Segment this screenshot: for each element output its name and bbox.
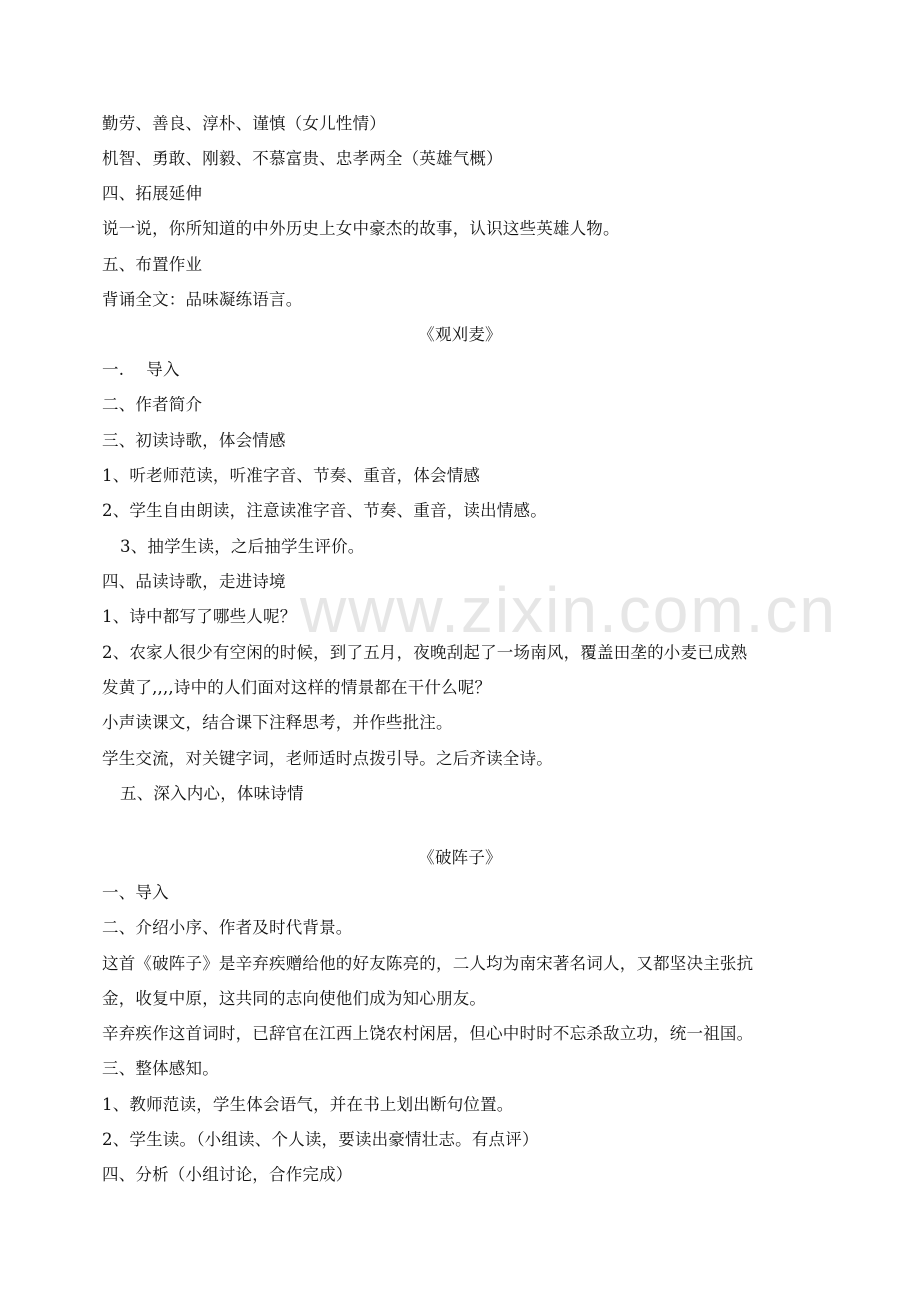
section-heading: 三、整体感知。 bbox=[102, 1059, 219, 1078]
section-heading: 四、拓展延伸 bbox=[102, 184, 203, 203]
text-line: 1、诗中都写了哪些人呢？ bbox=[102, 607, 297, 626]
poem-title-pozhenzi: 《破阵子》 bbox=[418, 848, 502, 867]
section-heading: 二、介绍小序、作者及时代背景。 bbox=[102, 918, 353, 937]
section-heading: 二、作者简介 bbox=[102, 395, 203, 414]
text-line: 金，收复中原，这共同的志向使他们成为知心朋友。 bbox=[102, 989, 487, 1008]
section-heading: 五、布置作业 bbox=[102, 255, 203, 274]
text-line: 辛弃疾作这首词时，已辞官在江西上饶农村闲居，但心中时时不忘杀敌立功，统一祖国。 bbox=[102, 1024, 754, 1043]
text-line: 学生交流，对关键字词，老师适时点拨引导。之后齐读全诗。 bbox=[102, 749, 553, 768]
watermark: www.zixin.com.cn bbox=[300, 574, 837, 646]
text-line: 1、听老师范读，听准字音、节奏、重音，体会情感 bbox=[102, 466, 481, 485]
text-line: 勤劳、善良、淳朴、谨慎（女儿性情） bbox=[102, 114, 386, 133]
text-line: 3、抽学生读，之后抽学生评价。 bbox=[120, 537, 365, 556]
section-heading: 四、品读诗歌，走进诗境 bbox=[102, 572, 286, 591]
text-line: 小声读课文，结合课下注释思考，并作些批注。 bbox=[102, 713, 453, 732]
section-heading: 一、导入 bbox=[102, 883, 169, 902]
section-heading: 四、分析（小组讨论，合作完成） bbox=[102, 1165, 353, 1184]
text-line: 说一说，你所知道的中外历史上女中豪杰的故事，认识这些英雄人物。 bbox=[102, 219, 620, 238]
section-heading: 五、深入内心，体味诗情 bbox=[120, 784, 304, 803]
text-line: 2、农家人很少有空闲的时候，到了五月，夜晚刮起了一场南风，覆盖田垄的小麦已成熟 bbox=[102, 643, 748, 662]
poem-title-guanyimai: 《观刈麦》 bbox=[418, 325, 502, 344]
text-line: 2、学生自由朗读，注意读准字音、节奏、重音，读出情感。 bbox=[102, 501, 547, 520]
section-heading: 三、初读诗歌，体会情感 bbox=[102, 431, 286, 450]
text-line: 1、教师范读，学生体会语气，并在书上划出断句位置。 bbox=[102, 1095, 514, 1114]
text-line: 背诵全文：品味凝练语言。 bbox=[102, 290, 303, 309]
text-line: 2、学生读。（小组读、个人读，要读出豪情壮志。有点评） bbox=[102, 1130, 539, 1149]
text-line: 发黄了,,,,诗中的人们面对这样的情景都在干什么呢？ bbox=[102, 678, 492, 697]
text-line: 这首《破阵子》是辛弃疾赠给他的好友陈亮的，二人均为南宋著名词人，又都坚决主张抗 bbox=[102, 954, 754, 973]
section-heading: 一. 导入 bbox=[102, 360, 180, 379]
text-line: 机智、勇敢、刚毅、不慕富贵、忠孝两全（英雄气概） bbox=[102, 149, 503, 168]
